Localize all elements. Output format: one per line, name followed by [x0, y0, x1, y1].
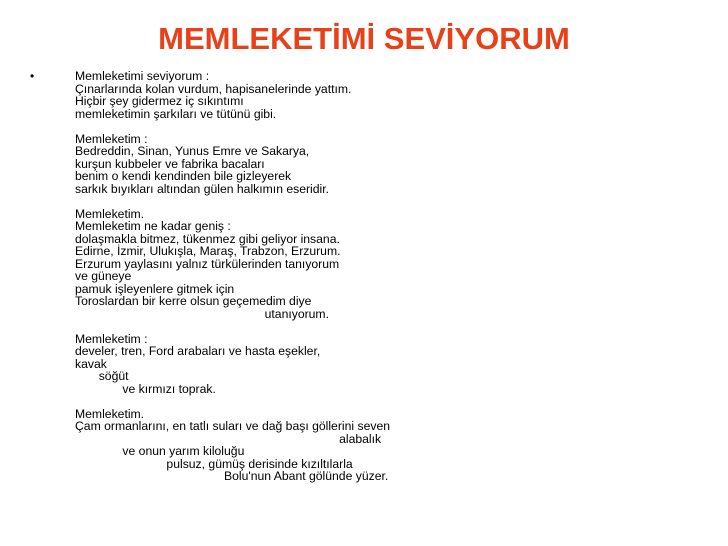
poem-body [75, 70, 695, 495]
poem-line: utanıyorum. [75, 306, 329, 321]
poem-line: Çınarlarında kolan vurdum, hapisanelerinde yattım. [75, 81, 352, 96]
poem-line: Memleketim ne kadar geniş : [75, 219, 231, 233]
poem-line: Çam ormanlarını, en tatlı suları ve dağ başı göllerini seven [75, 419, 391, 433]
poem-line: Toroslardan bir kerre olsun geçemedim diye [75, 294, 312, 308]
poem-stanza [75, 333, 695, 396]
poem-line: Memleketim. [75, 206, 145, 221]
poem-stanza [75, 70, 695, 120]
poem-line: Memleketim : [75, 131, 148, 146]
poem-line: Erzurum yaylasını yalnız türkülerinden tanıyorum [75, 256, 340, 271]
poem-stanza [75, 133, 695, 196]
poem-line: memleketimin şarkıları ve tütünü gibi. [75, 106, 277, 121]
poem-line: Memleketimi seviyorum : [75, 69, 210, 83]
poem-line: ve onun yarım kiloluğu [75, 444, 245, 458]
slide-title: MEMLEKETİMİ SEVİYORUM [158, 21, 570, 56]
poem-line: alabalık [75, 431, 382, 446]
poem-line: Hiçbir şey gidermez iç sıkıntımı [75, 94, 244, 108]
poem-line: kurşun kubbeler ve fabrika bacaları [75, 156, 265, 171]
poem-line: develer, tren, Ford arabaları ve hasta eşekler, [75, 344, 321, 358]
poem-line: pulsuz, gümüş derisinde kızıltılarla [75, 456, 353, 471]
poem-line: benim o kendi kendinden bile gizleyerek [75, 169, 292, 183]
poem-stanza [75, 208, 695, 321]
poem-stanza [75, 408, 695, 483]
poem-line: dolaşmakla bitmez, tükenmez gibi geliyor insana. [75, 231, 340, 246]
poem-line: ve güneye [75, 269, 132, 283]
poem-line: sarkık bıyıkları altından gülen halkımın eseridir. [75, 181, 330, 196]
poem-line: Bolu'nun Abant gölünde yüzer. [75, 469, 389, 483]
poem-line: Memleketim : [75, 331, 148, 346]
poem-line: Memleketim. [75, 406, 145, 421]
poem-line: Edirne, İzmir, Ulukışla, Maraş, Trabzon, Erzurum. [75, 244, 341, 258]
bullet-marker: • [30, 69, 35, 83]
poem-line: Bedreddin, Sinan, Yunus Emre ve Sakarya, [75, 144, 310, 158]
poem-line: söğüt [75, 369, 129, 383]
poem-line: pamuk işleyenlere gitmek için [75, 281, 235, 296]
poem-line: kavak [75, 356, 107, 371]
poem-line: ve kırmızı toprak. [75, 381, 216, 396]
